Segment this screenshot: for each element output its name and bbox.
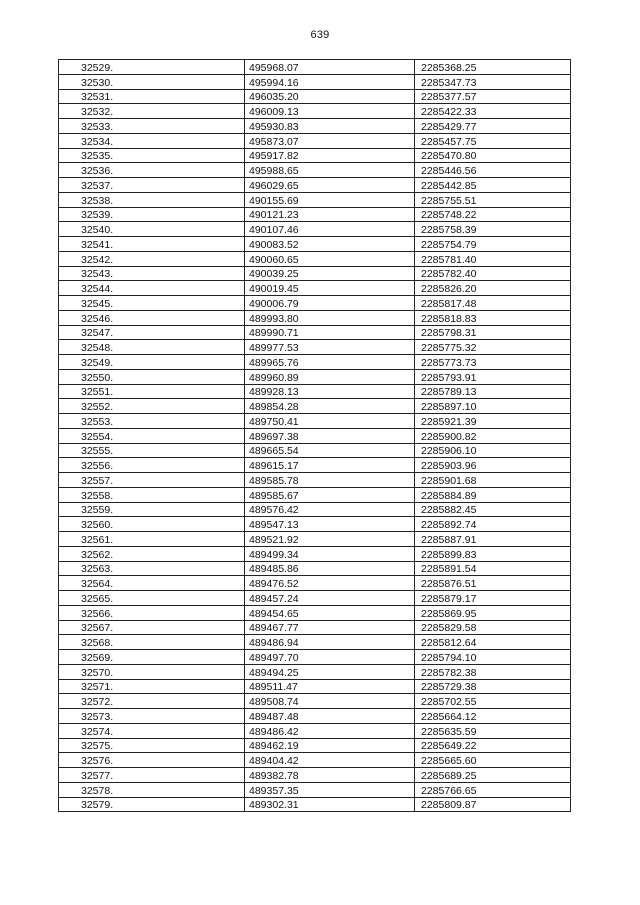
- y-coordinate-cell: 2285347.73: [415, 74, 571, 89]
- x-coordinate-cell: 489476.52: [245, 576, 415, 591]
- table-row: [59, 782, 571, 797]
- x-coordinate-cell: 490039.25: [245, 266, 415, 281]
- table-row: [59, 399, 571, 414]
- x-coordinate-cell: 490107.46: [245, 222, 415, 237]
- y-coordinate-cell: 2285782.40: [415, 266, 571, 281]
- table-row: [59, 709, 571, 724]
- point-number-cell: 32545.: [59, 296, 245, 311]
- y-coordinate-cell: 2285817.48: [415, 296, 571, 311]
- point-number-cell: 32577.: [59, 768, 245, 783]
- x-coordinate-cell: 489499.34: [245, 546, 415, 561]
- x-coordinate-cell: 496009.13: [245, 104, 415, 119]
- point-number-cell: 32560.: [59, 517, 245, 532]
- x-coordinate-cell: 489497.70: [245, 650, 415, 665]
- table-row: [59, 207, 571, 222]
- point-number-cell: 32547.: [59, 325, 245, 340]
- point-number-cell: 32553.: [59, 414, 245, 429]
- table-row: [59, 576, 571, 591]
- x-coordinate-cell: 489854.28: [245, 399, 415, 414]
- y-coordinate-cell: 2285754.79: [415, 237, 571, 252]
- table-row: [59, 74, 571, 89]
- y-coordinate-cell: 2285689.25: [415, 768, 571, 783]
- x-coordinate-cell: 495930.83: [245, 119, 415, 134]
- table-row: [59, 532, 571, 547]
- table-row: [59, 281, 571, 296]
- table-row: [59, 414, 571, 429]
- point-number-cell: 32530.: [59, 74, 245, 89]
- x-coordinate-cell: 489665.54: [245, 443, 415, 458]
- point-number-cell: 32567.: [59, 620, 245, 635]
- y-coordinate-cell: 2285775.32: [415, 340, 571, 355]
- x-coordinate-cell: 489486.42: [245, 723, 415, 738]
- table-row: [59, 89, 571, 104]
- point-number-cell: 32534.: [59, 133, 245, 148]
- y-coordinate-cell: 2285766.65: [415, 782, 571, 797]
- point-number-cell: 32551.: [59, 384, 245, 399]
- y-coordinate-cell: 2285377.57: [415, 89, 571, 104]
- table-row: [59, 355, 571, 370]
- point-number-cell: 32538.: [59, 192, 245, 207]
- x-coordinate-cell: 489928.13: [245, 384, 415, 399]
- y-coordinate-cell: 2285789.13: [415, 384, 571, 399]
- x-coordinate-cell: 489750.41: [245, 414, 415, 429]
- point-number-cell: 32561.: [59, 532, 245, 547]
- table-row: [59, 310, 571, 325]
- table-row: [59, 119, 571, 134]
- y-coordinate-cell: 2285702.55: [415, 694, 571, 709]
- point-number-cell: 32550.: [59, 369, 245, 384]
- y-coordinate-cell: 2285755.51: [415, 192, 571, 207]
- page-number: 639: [310, 29, 330, 41]
- point-number-cell: 32529.: [59, 60, 245, 75]
- x-coordinate-cell: 489404.42: [245, 753, 415, 768]
- y-coordinate-cell: 2285635.59: [415, 723, 571, 738]
- x-coordinate-cell: 489302.31: [245, 797, 415, 812]
- y-coordinate-cell: 2285782.38: [415, 664, 571, 679]
- point-number-cell: 32563.: [59, 561, 245, 576]
- table-row: [59, 753, 571, 768]
- table-row: [59, 266, 571, 281]
- x-coordinate-cell: 490121.23: [245, 207, 415, 222]
- x-coordinate-cell: 489977.53: [245, 340, 415, 355]
- point-number-cell: 32531.: [59, 89, 245, 104]
- y-coordinate-cell: 2285758.39: [415, 222, 571, 237]
- y-coordinate-cell: 2285649.22: [415, 738, 571, 753]
- x-coordinate-cell: 489454.65: [245, 605, 415, 620]
- y-coordinate-cell: 2285900.82: [415, 428, 571, 443]
- y-coordinate-cell: 2285773.73: [415, 355, 571, 370]
- table-row: [59, 163, 571, 178]
- x-coordinate-cell: 490155.69: [245, 192, 415, 207]
- x-coordinate-cell: 489993.80: [245, 310, 415, 325]
- y-coordinate-cell: 2285892.74: [415, 517, 571, 532]
- point-number-cell: 32565.: [59, 591, 245, 606]
- y-coordinate-cell: 2285812.64: [415, 635, 571, 650]
- point-number-cell: 32532.: [59, 104, 245, 119]
- point-number-cell: 32578.: [59, 782, 245, 797]
- y-coordinate-cell: 2285884.89: [415, 487, 571, 502]
- y-coordinate-cell: 2285729.38: [415, 679, 571, 694]
- x-coordinate-cell: 495988.65: [245, 163, 415, 178]
- point-number-cell: 32579.: [59, 797, 245, 812]
- y-coordinate-cell: 2285798.31: [415, 325, 571, 340]
- table-row: [59, 222, 571, 237]
- y-coordinate-cell: 2285901.68: [415, 473, 571, 488]
- y-coordinate-cell: 2285882.45: [415, 502, 571, 517]
- y-coordinate-cell: 2285422.33: [415, 104, 571, 119]
- x-coordinate-cell: 495968.07: [245, 60, 415, 75]
- table-row: [59, 325, 571, 340]
- point-number-cell: 32568.: [59, 635, 245, 650]
- x-coordinate-cell: 489357.35: [245, 782, 415, 797]
- table-row: [59, 60, 571, 75]
- table-row: [59, 694, 571, 709]
- point-number-cell: 32546.: [59, 310, 245, 325]
- table-row: [59, 605, 571, 620]
- x-coordinate-cell: 489382.78: [245, 768, 415, 783]
- table-row: [59, 650, 571, 665]
- point-number-cell: 32542.: [59, 251, 245, 266]
- point-number-cell: 32539.: [59, 207, 245, 222]
- y-coordinate-cell: 2285457.75: [415, 133, 571, 148]
- table-row: [59, 768, 571, 783]
- x-coordinate-cell: 496035.20: [245, 89, 415, 104]
- table-row: [59, 443, 571, 458]
- x-coordinate-cell: 489965.76: [245, 355, 415, 370]
- point-number-cell: 32552.: [59, 399, 245, 414]
- point-number-cell: 32535.: [59, 148, 245, 163]
- table-row: [59, 797, 571, 812]
- x-coordinate-cell: 489494.25: [245, 664, 415, 679]
- x-coordinate-cell: 489457.24: [245, 591, 415, 606]
- point-number-cell: 32570.: [59, 664, 245, 679]
- y-coordinate-cell: 2285879.17: [415, 591, 571, 606]
- y-coordinate-cell: 2285781.40: [415, 251, 571, 266]
- table-row: [59, 192, 571, 207]
- table-row: [59, 458, 571, 473]
- x-coordinate-cell: 489462.19: [245, 738, 415, 753]
- x-coordinate-cell: 490019.45: [245, 281, 415, 296]
- x-coordinate-cell: 489508.74: [245, 694, 415, 709]
- x-coordinate-cell: 496029.65: [245, 178, 415, 193]
- table-row: [59, 296, 571, 311]
- table-row: [59, 178, 571, 193]
- x-coordinate-cell: 489486.94: [245, 635, 415, 650]
- table-row: [59, 487, 571, 502]
- y-coordinate-cell: 2285748.22: [415, 207, 571, 222]
- table-row: [59, 561, 571, 576]
- point-number-cell: 32554.: [59, 428, 245, 443]
- x-coordinate-cell: 489487.48: [245, 709, 415, 724]
- x-coordinate-cell: 489585.67: [245, 487, 415, 502]
- table-row: [59, 473, 571, 488]
- y-coordinate-cell: 2285903.96: [415, 458, 571, 473]
- point-number-cell: 32564.: [59, 576, 245, 591]
- table-row: [59, 546, 571, 561]
- table-row: [59, 679, 571, 694]
- y-coordinate-cell: 2285368.25: [415, 60, 571, 75]
- x-coordinate-cell: 490083.52: [245, 237, 415, 252]
- x-coordinate-cell: 489467.77: [245, 620, 415, 635]
- y-coordinate-cell: 2285826.20: [415, 281, 571, 296]
- table-row: [59, 369, 571, 384]
- x-coordinate-cell: 489576.42: [245, 502, 415, 517]
- y-coordinate-cell: 2285664.12: [415, 709, 571, 724]
- point-number-cell: 32574.: [59, 723, 245, 738]
- y-coordinate-cell: 2285869.95: [415, 605, 571, 620]
- x-coordinate-cell: 489521.92: [245, 532, 415, 547]
- x-coordinate-cell: 489585.78: [245, 473, 415, 488]
- x-coordinate-cell: 495873.07: [245, 133, 415, 148]
- x-coordinate-cell: 489511.47: [245, 679, 415, 694]
- table-row: [59, 251, 571, 266]
- x-coordinate-cell: 490006.79: [245, 296, 415, 311]
- x-coordinate-cell: 489547.13: [245, 517, 415, 532]
- table-row: [59, 428, 571, 443]
- y-coordinate-cell: 2285829.58: [415, 620, 571, 635]
- table-row: [59, 738, 571, 753]
- point-number-cell: 32558.: [59, 487, 245, 502]
- table-row: [59, 340, 571, 355]
- table-row: [59, 635, 571, 650]
- point-number-cell: 32569.: [59, 650, 245, 665]
- point-number-cell: 32573.: [59, 709, 245, 724]
- point-number-cell: 32548.: [59, 340, 245, 355]
- x-coordinate-cell: 489485.86: [245, 561, 415, 576]
- x-coordinate-cell: 490060.65: [245, 251, 415, 266]
- coordinates-table: [58, 59, 571, 812]
- point-number-cell: 32562.: [59, 546, 245, 561]
- table-row: [59, 384, 571, 399]
- y-coordinate-cell: 2285899.83: [415, 546, 571, 561]
- point-number-cell: 32576.: [59, 753, 245, 768]
- point-number-cell: 32543.: [59, 266, 245, 281]
- table-row: [59, 664, 571, 679]
- x-coordinate-cell: 489960.89: [245, 369, 415, 384]
- coordinates-table-body: [59, 60, 571, 812]
- point-number-cell: 32572.: [59, 694, 245, 709]
- point-number-cell: 32559.: [59, 502, 245, 517]
- table-row: [59, 502, 571, 517]
- y-coordinate-cell: 2285887.91: [415, 532, 571, 547]
- x-coordinate-cell: 495994.16: [245, 74, 415, 89]
- y-coordinate-cell: 2285429.77: [415, 119, 571, 134]
- point-number-cell: 32566.: [59, 605, 245, 620]
- point-number-cell: 32557.: [59, 473, 245, 488]
- y-coordinate-cell: 2285897.10: [415, 399, 571, 414]
- y-coordinate-cell: 2285809.87: [415, 797, 571, 812]
- point-number-cell: 32537.: [59, 178, 245, 193]
- point-number-cell: 32536.: [59, 163, 245, 178]
- y-coordinate-cell: 2285921.39: [415, 414, 571, 429]
- y-coordinate-cell: 2285906.10: [415, 443, 571, 458]
- y-coordinate-cell: 2285442.85: [415, 178, 571, 193]
- y-coordinate-cell: 2285876.51: [415, 576, 571, 591]
- table-row: [59, 133, 571, 148]
- y-coordinate-cell: 2285665.60: [415, 753, 571, 768]
- table-row: [59, 104, 571, 119]
- point-number-cell: 32575.: [59, 738, 245, 753]
- point-number-cell: 32541.: [59, 237, 245, 252]
- y-coordinate-cell: 2285793.91: [415, 369, 571, 384]
- y-coordinate-cell: 2285891.54: [415, 561, 571, 576]
- y-coordinate-cell: 2285446.56: [415, 163, 571, 178]
- point-number-cell: 32549.: [59, 355, 245, 370]
- table-row: [59, 237, 571, 252]
- table-row: [59, 148, 571, 163]
- x-coordinate-cell: 489990.71: [245, 325, 415, 340]
- table-row: [59, 620, 571, 635]
- y-coordinate-cell: 2285818.83: [415, 310, 571, 325]
- y-coordinate-cell: 2285794.10: [415, 650, 571, 665]
- y-coordinate-cell: 2285470.80: [415, 148, 571, 163]
- point-number-cell: 32533.: [59, 119, 245, 134]
- point-number-cell: 32544.: [59, 281, 245, 296]
- table-row: [59, 591, 571, 606]
- table-row: [59, 723, 571, 738]
- point-number-cell: 32555.: [59, 443, 245, 458]
- x-coordinate-cell: 489615.17: [245, 458, 415, 473]
- point-number-cell: 32556.: [59, 458, 245, 473]
- point-number-cell: 32571.: [59, 679, 245, 694]
- point-number-cell: 32540.: [59, 222, 245, 237]
- x-coordinate-cell: 489697.38: [245, 428, 415, 443]
- x-coordinate-cell: 495917.82: [245, 148, 415, 163]
- table-row: [59, 517, 571, 532]
